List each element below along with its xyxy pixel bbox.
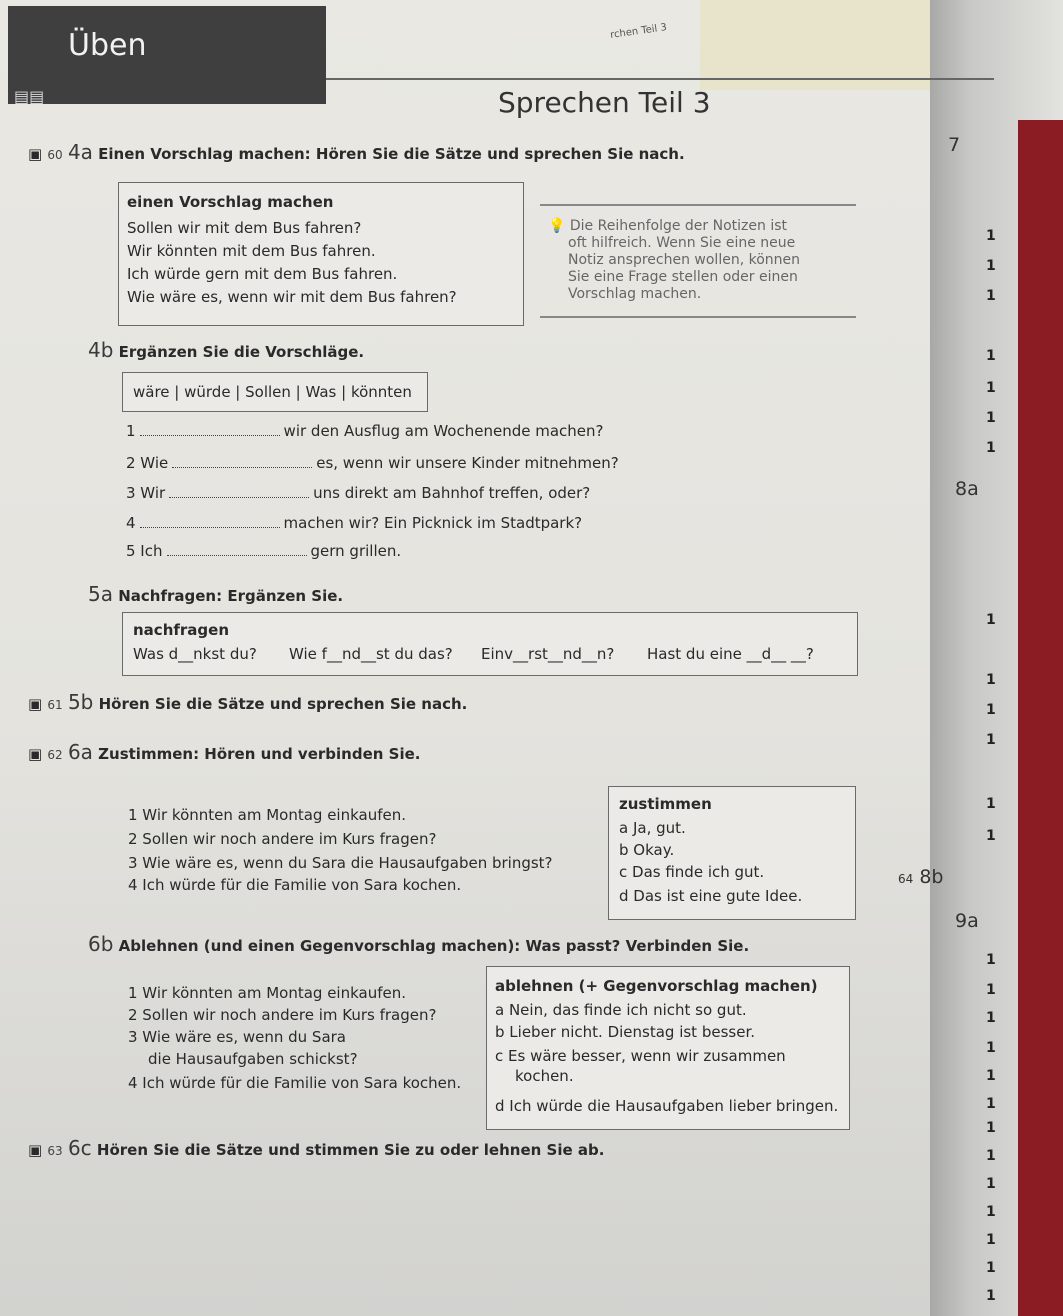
ex6b-item-cont: die Hausaufgaben schickst? bbox=[148, 1050, 358, 1068]
ex6a-answer[interactable]: d Das ist eine gute Idee. bbox=[619, 887, 803, 905]
section-title: Sprechen Teil 3 bbox=[498, 86, 711, 119]
lightbulb-icon: 💡 bbox=[548, 218, 566, 234]
margin-mark: 1 bbox=[986, 1068, 996, 1084]
ex6b-answer[interactable]: a Nein, das finde ich nicht so gut. bbox=[495, 1001, 747, 1019]
ex5a-number: 5a bbox=[88, 582, 113, 606]
answer-blank[interactable] bbox=[167, 543, 307, 556]
margin-mark: 1 bbox=[986, 952, 996, 968]
margin-mark: 1 bbox=[986, 228, 996, 244]
margin-mark: 1 bbox=[986, 828, 996, 844]
ex5b-title: Hören Sie die Sätze und sprechen Sie nach. bbox=[98, 695, 468, 713]
margin-mark: 1 bbox=[986, 796, 996, 812]
ex4a-line: Wir könnten mit dem Bus fahren. bbox=[127, 242, 376, 260]
ex4b-item: 2 Wie es, wenn wir unsere Kinder mitnehmen? bbox=[126, 454, 619, 472]
ex6a-title: Zustimmen: Hören und verbinden Sie. bbox=[98, 745, 421, 763]
label-8b: 64 8b bbox=[898, 866, 944, 888]
margin-mark: 1 bbox=[986, 672, 996, 688]
answer-blank[interactable] bbox=[140, 515, 280, 528]
ex4a-line: Ich würde gern mit dem Bus fahren. bbox=[127, 265, 398, 283]
corner-label: rchen Teil 3 bbox=[609, 22, 668, 41]
margin-mark: 1 bbox=[986, 288, 996, 304]
ex4b-item: 3 Wir uns direkt am Bahnhof treffen, oder? bbox=[126, 484, 591, 502]
audio-icon[interactable]: ▣ bbox=[28, 1141, 43, 1159]
ex4b-item: 5 Ich gern grillen. bbox=[126, 542, 402, 560]
tip-line: Die Reihenfolge der Notizen ist bbox=[569, 218, 787, 234]
ex5a-box bbox=[122, 612, 858, 676]
header-banner bbox=[8, 6, 326, 104]
margin-mark: 1 bbox=[986, 702, 996, 718]
ex4a-number: 4a bbox=[67, 140, 93, 164]
margin-mark: 1 bbox=[986, 1288, 996, 1304]
ex4a-title: Einen Vorschlag machen: Hören Sie die Sätze und sprechen Sie nach. bbox=[98, 145, 685, 163]
margin-mark: 1 bbox=[986, 982, 996, 998]
ex4a-line: Sollen wir mit dem Bus fahren? bbox=[127, 219, 362, 237]
ex4b-item: 4 machen wir? Ein Picknick im Stadtpark? bbox=[126, 514, 583, 532]
ex6b-number: 6b bbox=[88, 932, 114, 956]
label-9a: 9a bbox=[955, 910, 979, 932]
ex4b-item: 1 wir den Ausflug am Wochenende machen? bbox=[126, 422, 604, 440]
margin-mark: 1 bbox=[986, 1176, 996, 1192]
ex5a-box-title: nachfragen bbox=[133, 621, 230, 639]
ex6b-title: Ablehnen (und einen Gegenvorschlag machen): Was passt? Verbinden Sie. bbox=[118, 937, 750, 955]
page-number: 7 bbox=[948, 134, 961, 156]
ex6a-item[interactable]: 4 Ich würde für die Familie von Sara kochen. bbox=[128, 876, 462, 894]
answer-blank[interactable] bbox=[140, 423, 280, 436]
margin-mark: 1 bbox=[986, 732, 996, 748]
ex6a-number: 6a bbox=[67, 740, 93, 764]
tip-rule-top bbox=[540, 204, 856, 206]
margin-mark: 1 bbox=[986, 1096, 996, 1112]
ex6a-box-title: zustimmen bbox=[619, 795, 712, 813]
ex5b-track: 61 bbox=[47, 698, 63, 712]
tip-line: Sie eine Frage stellen oder einen bbox=[568, 269, 798, 285]
ex4a-box bbox=[118, 182, 524, 326]
ex6b-answer[interactable]: d Ich würde die Hausaufgaben lieber bringen. bbox=[495, 1097, 839, 1115]
banner-title: Üben bbox=[68, 28, 147, 63]
ex4a-box-title: einen Vorschlag machen bbox=[127, 193, 334, 211]
ex4b-number: 4b bbox=[88, 338, 114, 362]
ex4b-title: Ergänzen Sie die Vorschläge. bbox=[118, 343, 365, 361]
ex6a-box bbox=[608, 786, 856, 920]
ex6c-track: 63 bbox=[47, 1144, 63, 1158]
margin-mark: 1 bbox=[986, 1204, 996, 1220]
tip-line: Vorschlag machen. bbox=[568, 286, 702, 302]
ex6b-item[interactable]: 2 Sollen wir noch andere im Kurs fragen? bbox=[128, 1006, 437, 1024]
ex6a-track: 62 bbox=[47, 748, 63, 762]
ex5a-heading bbox=[88, 582, 343, 606]
ex5a-item[interactable]: Einv__rst__nd__n? bbox=[481, 645, 615, 663]
ex6c-heading bbox=[28, 1136, 604, 1160]
answer-blank[interactable] bbox=[169, 485, 309, 498]
ex6c-title: Hören Sie die Sätze und stimmen Sie zu oder lehnen Sie ab. bbox=[96, 1141, 605, 1159]
ex4a-heading bbox=[28, 140, 685, 164]
margin-mark: 1 bbox=[986, 1120, 996, 1136]
tip-block bbox=[548, 218, 800, 303]
label-8a: 8a bbox=[955, 478, 979, 500]
ex5a-title: Nachfragen: Ergänzen Sie. bbox=[118, 587, 344, 605]
margin-mark: 1 bbox=[986, 1040, 996, 1056]
ex6b-box bbox=[486, 966, 850, 1130]
ex6b-answer[interactable]: b Lieber nicht. Dienstag ist besser. bbox=[495, 1023, 756, 1041]
ex6b-answer-cont: kochen. bbox=[515, 1067, 574, 1085]
answer-blank[interactable] bbox=[172, 455, 312, 468]
audio-icon[interactable]: ▣ bbox=[28, 695, 43, 713]
tip-line: Notiz ansprechen wollen, können bbox=[568, 252, 801, 268]
margin-mark: 1 bbox=[986, 1010, 996, 1026]
audio-icon[interactable]: ▣ bbox=[28, 145, 43, 163]
ex6b-box-title: ablehnen (+ Gegenvorschlag machen) bbox=[495, 977, 818, 995]
margin-mark: 1 bbox=[986, 612, 996, 628]
ex6b-item[interactable]: 1 Wir könnten am Montag einkaufen. bbox=[128, 984, 407, 1002]
ex6a-item[interactable]: 1 Wir könnten am Montag einkaufen. bbox=[128, 806, 407, 824]
ex6b-item[interactable]: 4 Ich würde für die Familie von Sara kochen. bbox=[128, 1074, 462, 1092]
ex6b-heading bbox=[88, 932, 749, 956]
header-rule bbox=[326, 78, 994, 80]
ex6a-answer[interactable]: b Okay. bbox=[619, 841, 675, 859]
ex6a-item[interactable]: 2 Sollen wir noch andere im Kurs fragen? bbox=[128, 830, 437, 848]
margin-mark: 1 bbox=[986, 1232, 996, 1248]
red-book-cover bbox=[1018, 120, 1063, 1316]
ex5a-item[interactable]: Hast du eine __d__ __? bbox=[647, 645, 814, 663]
tip-line: oft hilfreich. Wenn Sie eine neue bbox=[568, 235, 796, 251]
word-bank bbox=[122, 372, 428, 412]
ex6b-answer[interactable]: c Es wäre besser, wenn wir zusammen bbox=[495, 1047, 786, 1065]
margin-mark: 1 bbox=[986, 348, 996, 364]
margin-mark: 1 bbox=[986, 440, 996, 456]
ex5a-item[interactable]: Was d__nkst du? bbox=[133, 645, 257, 663]
ex5a-item[interactable]: Wie f__nd__st du das? bbox=[289, 645, 453, 663]
audio-icon[interactable]: ▣ bbox=[28, 745, 43, 763]
ex4a-line: Wie wäre es, wenn wir mit dem Bus fahren? bbox=[127, 288, 457, 306]
book-icon: ▤▤ bbox=[14, 87, 45, 106]
ex6a-answer[interactable]: a Ja, gut. bbox=[619, 819, 686, 837]
margin-mark: 1 bbox=[986, 410, 996, 426]
ex4a-track: 60 bbox=[47, 148, 63, 162]
margin-mark: 1 bbox=[986, 1260, 996, 1276]
ex4b-heading bbox=[88, 338, 364, 362]
tip-rule-bottom bbox=[540, 316, 856, 318]
ex6a-heading bbox=[28, 740, 420, 764]
ex6a-item[interactable]: 3 Wie wäre es, wenn du Sara die Hausaufgaben bringst? bbox=[128, 854, 553, 872]
ex5b-number: 5b bbox=[67, 690, 94, 714]
ex6c-number: 6c bbox=[67, 1136, 92, 1160]
ex5b-heading bbox=[28, 690, 467, 714]
margin-mark: 1 bbox=[986, 380, 996, 396]
ex6a-answer[interactable]: c Das finde ich gut. bbox=[619, 863, 765, 881]
margin-mark: 1 bbox=[986, 1148, 996, 1164]
margin-mark: 1 bbox=[986, 258, 996, 274]
word-bank-text: wäre | würde | Sollen | Was | könnten bbox=[133, 383, 412, 401]
ex6b-item[interactable]: 3 Wie wäre es, wenn du Sara bbox=[128, 1028, 346, 1046]
